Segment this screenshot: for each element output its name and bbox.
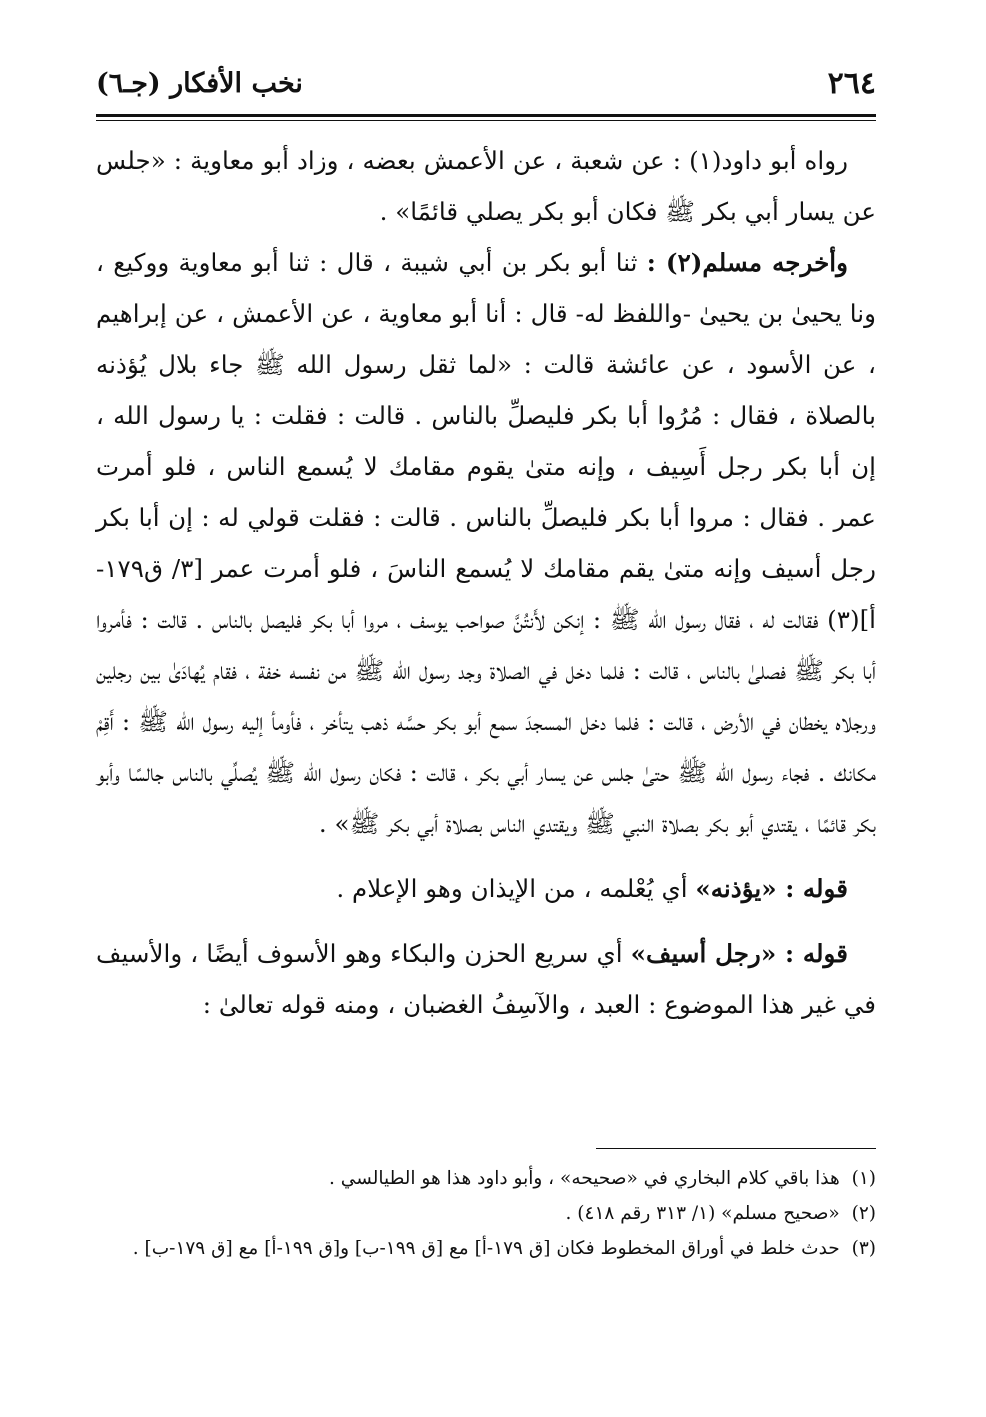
page-header <box>96 58 876 118</box>
paragraph-muslim-hadith <box>96 237 876 849</box>
footnote-text: هذا باقي كلام البخاري في «صحيحه» ، وأبو داود هذا هو الطيالسي . <box>329 1168 840 1189</box>
footnote-number: (٢) <box>851 1203 876 1224</box>
footnote <box>96 1198 876 1229</box>
paragraph-asif <box>96 928 876 1030</box>
paragraph-abu-dawud <box>96 135 876 237</box>
header-rule-thin <box>96 120 876 121</box>
paragraph-lead: وأخرجه مسلم(٢) : <box>646 248 848 277</box>
paragraph-text: رواه أبو داود(١) : عن شعبة ، عن الأعمش بعضه ، وزاد أبو معاوية : «جلس عن يسار أبي بكر ﷺ فكان أبو بكر يصلي قائمًا» . <box>96 146 876 226</box>
footnote-number: (٣) <box>851 1238 876 1259</box>
paragraph-lead: قوله : «رجل أسيف» <box>630 939 848 968</box>
paragraph-yudhinuhu <box>96 863 876 914</box>
footnote-separator <box>596 1148 876 1149</box>
footnotes <box>96 1163 876 1268</box>
footnote-number: (١) <box>851 1168 876 1189</box>
main-text <box>96 135 876 1030</box>
footnote <box>96 1233 876 1264</box>
footnote-text: «صحيح مسلم» (١/ ٣١٣ رقم ٤١٨) . <box>565 1203 840 1224</box>
paragraph-text: أي سريع الحزن والبكاء وهو الأسوف أيضًا ، والأسيف في غير هذا الموضوع : العبد ، والآسِفُ الغضبان ، ومنه قوله تعالىٰ : <box>96 939 876 1019</box>
header-rule <box>96 114 876 117</box>
paragraph-text: أي يُعْلمه ، من الإيذان وهو الإعلام . <box>336 874 688 903</box>
running-title: نخب الأفكار (جـ٦) <box>96 68 303 99</box>
footnote <box>96 1163 876 1194</box>
page-number: ٢٦٤ <box>827 66 876 101</box>
paragraph-text: ثنا أبو بكر بن أبي شيبة ، قال : ثنا أبو معاوية ووكيع ، ونا يحيىٰ بن يحيىٰ -واللفظ له- قال : أنا أبو معاوية ، عن الأعمش ، عن إبراهيم ، عن الأسود ، عن عائشة قالت : «لما ثقل رسول الله ﷺ جاء بلال يُؤذنه بالصلاة ، فقال : مُرُوا أبا بكر فليصلِّ بالناس . قالت : فقلت : يا رسول الله ، إن أبا بكر رجل أَسِيف ، وإنه متىٰ يقوم مقامك لا يُسمع الناس ، فلو أمرت عمر . فقال : مروا أبا بكر فليصلِّ بالناس . قالت : فقلت قولي له : إن أبا بكر رجل أسيف وإنه متىٰ يقم مقامك لا يُسمع الناسَ ، فلو أمرت عمر [٣/ ق١٧٩-أ](٣) فقالت له ، فقال رسول الله ﷺ : إنكن لأَنتُنَّ صواحب يوسف ، مروا أبا بكر فليصل بالناس . قالت : فأمروا أبا بكر ﷺ فصلىٰ بالناس ، قالت : فلما دخل في الصلاة وجد رسول الله ﷺ من نفسه خفة ، فقام يُهادَىٰ بين رجلين ورجلاه يخطان في الأرض ، قالت : فلما دخل المسجدَ سمع أبو بكر حسَّه ذهب يتأخر ، فأومأ إليه رسول الله ﷺ : أَقِمْ مكانك . فجاء رسول الله ﷺ حتىٰ جلس عن يسار أبي بكر ، قالت : فكان رسول الله ﷺ يُصلِّي بالناس جالسًا وأبو بكر قائمًا ، يقتدي أبو بكر بصلاة النبي ﷺ ويقتدي الناس بصلاة أبي بكر ﷺ» . <box>96 248 877 838</box>
paragraph-lead: قوله : «يؤذنه» <box>695 874 848 903</box>
footnote-text: حدث خلط في أوراق المخطوط فكان [ق ١٧٩-أ] مع [ق ١٩٩-ب] و[ق ١٩٩-أ] مع [ق ١٧٩-ب] . <box>132 1238 840 1259</box>
